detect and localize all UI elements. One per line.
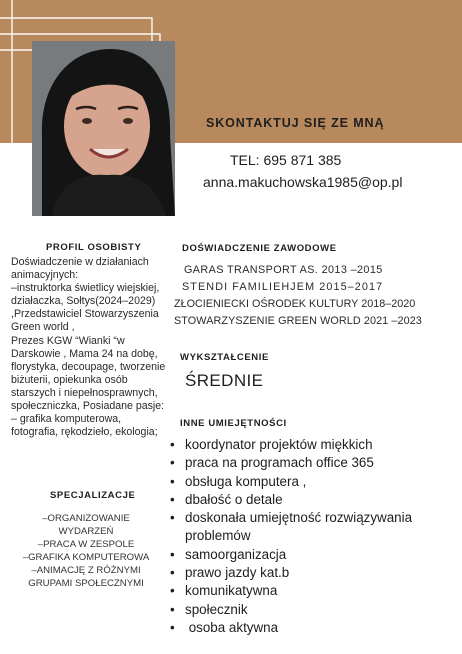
bullet-icon: •	[170, 455, 175, 471]
skill-item	[170, 546, 460, 564]
experience-item: STENDI FAMILIEHJEM 2015–2017	[182, 281, 384, 293]
bullet-icon: •	[170, 565, 175, 581]
experience-heading: DOŚWIADCZENIE ZAWODOWE	[182, 243, 337, 254]
skill-text: komunikatywna	[185, 583, 278, 599]
skill-text: koordynator projektów miękkich	[185, 437, 373, 452]
skill-item	[170, 564, 460, 582]
bullet-icon: •	[170, 619, 175, 635]
experience-item: ZŁOCIENIECKI OŚRODEK KULTURY 2018–2020	[174, 298, 416, 310]
contact-heading: SKONTAKTUJ SIĘ ZE MNĄ	[206, 116, 385, 130]
specialization-item: WYDARZEŃ	[58, 526, 114, 537]
education-value: ŚREDNIE	[185, 371, 264, 390]
bullet-icon: •	[170, 491, 175, 507]
skills-list	[170, 436, 460, 637]
skill-text: doskonała umiejętność rozwiązywania problemów	[185, 510, 413, 544]
experience-item: GARAS TRANSPORT AS. 2013 –2015	[184, 264, 383, 276]
experience-list	[174, 262, 462, 330]
specialization-item: –ORGANIZOWANIE	[42, 513, 130, 524]
skill-item	[170, 473, 460, 491]
skills-heading: INNE UMIEJĘTNOŚCI	[180, 418, 287, 429]
skill-item	[170, 454, 460, 472]
skill-item	[170, 509, 460, 546]
skill-item	[170, 491, 460, 509]
email-address: anna.makuchowska1985@op.pl	[203, 174, 403, 190]
skill-text: dbałość o detale	[185, 491, 283, 507]
skill-text: obsługa komputera ,	[185, 473, 307, 489]
skill-text: samoorganizacja	[185, 546, 287, 562]
bullet-icon: •	[170, 546, 175, 562]
profile-heading: PROFIL OSOBISTY	[46, 242, 142, 253]
bullet-icon: •	[170, 583, 175, 599]
skill-text: osoba aktywna	[185, 619, 279, 635]
skill-text: społecznik	[185, 601, 248, 617]
experience-item: STOWARZYSZENIE GREEN WORLD 2021 –2023	[174, 315, 422, 327]
education-heading: WYKSZTAŁCENIE	[180, 352, 269, 363]
skill-text: prawo jazdy kat.b	[185, 565, 290, 581]
specialization-item: –PRACA W ZESPOLE	[37, 539, 135, 550]
bullet-icon: •	[170, 601, 175, 617]
skill-item	[170, 436, 460, 454]
specialization-item: –GRAFIKA KOMPUTEROWA	[22, 552, 150, 563]
portrait-illustration	[32, 41, 175, 216]
specialization-item: –ANIMACJĘ Z RÓŻNYMI	[31, 565, 141, 576]
skill-item	[170, 582, 460, 600]
specializations-list	[6, 512, 166, 590]
specializations-heading: SPECJALIZACJE	[50, 490, 136, 501]
profile-photo	[32, 41, 175, 216]
skill-item	[170, 601, 460, 619]
bullet-icon: •	[170, 510, 175, 526]
profile-text: Doświadczenie w działaniach animacyjnych: –instruktorka świetlicy wiejskiej, działaczka, Sołtys(2024–2029) ,Przedstawiciel Stowarzyszenia Green world , Prezes KGW “Wianki “w Darskowie , Mama 24 na dobę, florystyka, decoupage, tworzenie biżuterii, opiekunka osób starszych i niepełnosprawnych, społeczniczka, Posiadane pasje: – grafika komputerowa, fotografia, rękodzieło, ekologia;	[11, 256, 166, 439]
phone-number: TEL: 695 871 385	[230, 152, 342, 168]
specialization-item: GRUPAMI SPOŁECZNYMI	[28, 578, 144, 589]
skill-item	[170, 619, 460, 637]
skill-text: praca na programach office 365	[185, 455, 374, 471]
bullet-icon: •	[170, 473, 175, 489]
bullet-icon: •	[170, 437, 175, 452]
